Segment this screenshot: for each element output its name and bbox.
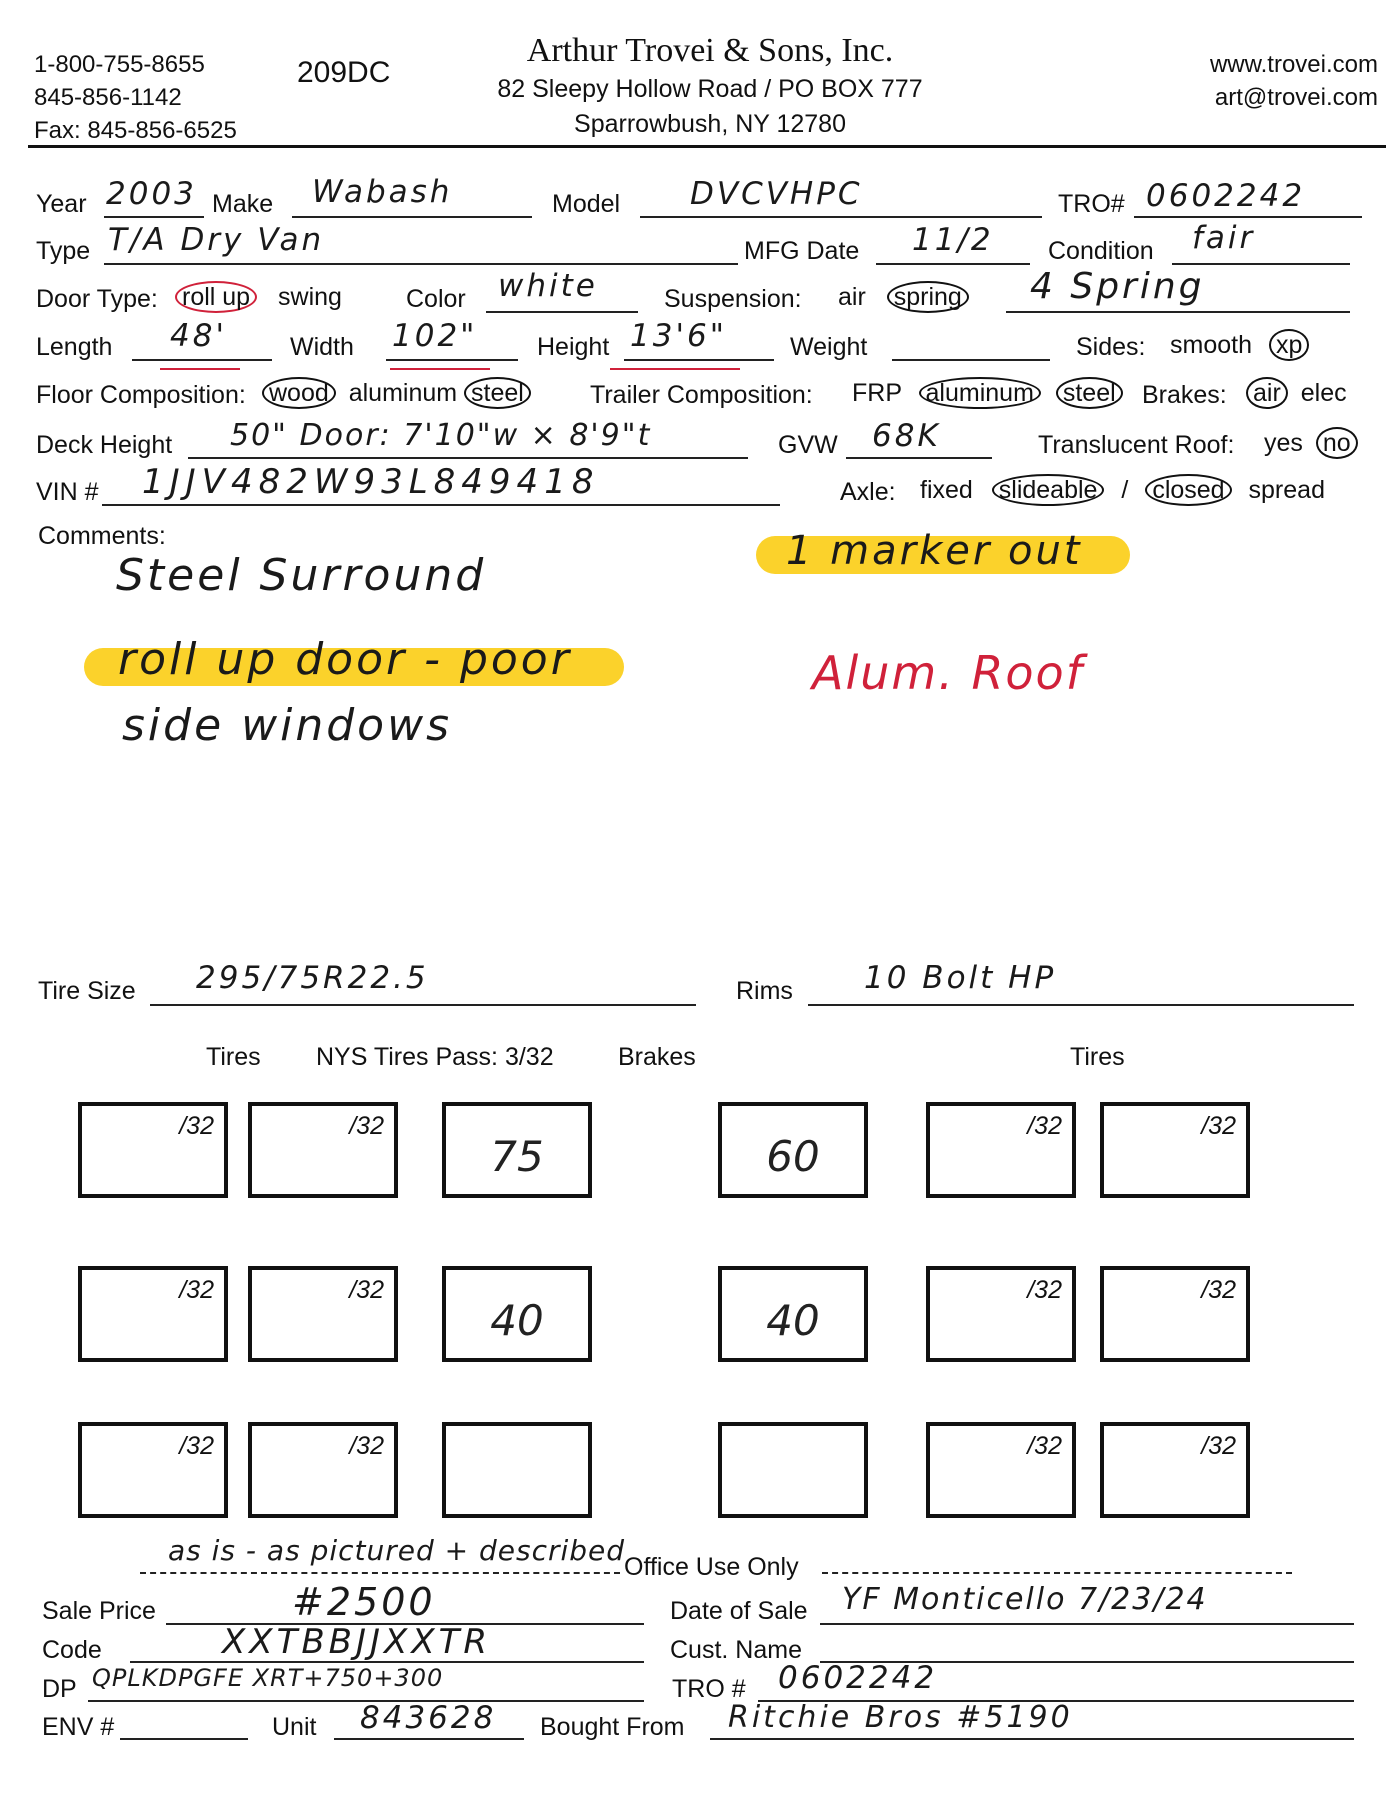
brake-box-right-2: 40	[718, 1266, 868, 1362]
env-label: ENV #	[42, 1713, 115, 1741]
company-address-1: 82 Sleepy Hollow Road / PO BOX 777	[497, 75, 923, 103]
unit-label: Unit	[272, 1713, 317, 1741]
height-line	[624, 359, 774, 361]
suspension-note-line	[1006, 311, 1350, 313]
type-label: Type	[36, 237, 91, 265]
tire-size-line	[150, 1004, 696, 1006]
color-value: white	[498, 268, 598, 304]
axle-label: Axle:	[840, 478, 896, 506]
gvw-value: 68K	[872, 418, 941, 454]
tire-box-left-inner-2: /32	[248, 1266, 398, 1362]
translucent-roof-label: Translucent Roof:	[1038, 431, 1235, 459]
floor-composition-options	[262, 379, 531, 408]
brakes-column-header: Brakes	[618, 1043, 696, 1071]
color-label: Color	[406, 285, 466, 313]
axle-option-fixed: fixed	[920, 476, 973, 504]
brake-box-left-1: 75	[442, 1102, 592, 1198]
website: www.trovei.com	[1209, 51, 1378, 78]
tire-box-right-inner-1: /32	[926, 1102, 1076, 1198]
floor-option-wood: wood	[262, 377, 336, 409]
nys-pass-header: NYS Tires Pass: 3/32	[316, 1043, 554, 1071]
bought-from-line	[710, 1738, 1354, 1740]
company-name: Arthur Trovei & Sons, Inc.	[526, 32, 894, 69]
deck-height-line	[188, 457, 748, 459]
width-line	[386, 359, 518, 361]
door-type-options	[175, 283, 342, 312]
brake-box-left-2: 40	[442, 1266, 592, 1362]
tro-value: 0602242	[1146, 178, 1306, 214]
brakes-option-elec: elec	[1300, 379, 1347, 407]
suspension-label: Suspension:	[664, 285, 802, 313]
rims-label: Rims	[736, 977, 793, 1005]
company-address-2: Sparrowbush, NY 12780	[574, 110, 846, 138]
tires-left-header: Tires	[206, 1043, 261, 1071]
sale-price-value: #2500	[292, 1580, 436, 1624]
trailer-option-frp: FRP	[852, 379, 902, 407]
roof-option-no: no	[1316, 427, 1358, 459]
condition-line	[1172, 263, 1350, 265]
tro-bottom-label: TRO #	[672, 1675, 746, 1703]
date-of-sale-value: YF Monticello 7/23/24	[842, 1582, 1208, 1617]
tire-box-left-inner-1: /32	[248, 1102, 398, 1198]
phone-tollfree: 1-800-755-8655	[34, 51, 205, 78]
floor-option-aluminum: aluminum	[348, 379, 458, 407]
year-value: 2003	[106, 176, 197, 212]
rims-value: 10 Bolt HP	[864, 960, 1057, 996]
door-option-swing: swing	[278, 283, 342, 311]
floor-option-steel: steel	[464, 377, 531, 409]
translucent-roof-options	[1264, 429, 1358, 458]
rims-line	[808, 1004, 1354, 1006]
env-line	[120, 1738, 248, 1740]
length-label: Length	[36, 333, 113, 361]
make-label: Make	[212, 190, 274, 218]
contact-phones	[34, 48, 237, 147]
tire-box-left-outer-3: /32	[78, 1422, 228, 1518]
vin-line	[102, 504, 780, 506]
unit-value: 843628	[360, 1700, 497, 1736]
tro-bottom-value: 0602242	[778, 1660, 938, 1696]
brake-box-right-3	[718, 1422, 868, 1518]
date-of-sale-label: Date of Sale	[670, 1597, 808, 1625]
cust-name-label: Cust. Name	[670, 1636, 802, 1664]
year-label: Year	[36, 190, 87, 218]
door-option-roll-up: roll up	[175, 281, 257, 313]
trailer-option-aluminum: aluminum	[919, 377, 1041, 409]
height-red-underline	[610, 368, 740, 370]
vin-value: 1JJV482W93L849418	[142, 462, 600, 502]
tires-right-header: Tires	[1070, 1043, 1125, 1071]
door-type-label: Door Type:	[36, 285, 158, 313]
type-line	[104, 263, 738, 265]
axle-slash: /	[1121, 476, 1129, 504]
sides-option-xp: xp	[1269, 329, 1309, 361]
brake-box-right-1: 60	[718, 1102, 868, 1198]
trailer-composition-options	[852, 379, 1123, 408]
contact-web	[1210, 48, 1378, 114]
trailer-composition-label: Trailer Composition:	[590, 381, 813, 409]
tro-label: TRO#	[1058, 190, 1125, 218]
suspension-option-spring: spring	[887, 281, 969, 313]
fax-number: Fax: 845-856-6525	[34, 117, 237, 144]
roof-option-yes: yes	[1264, 429, 1303, 457]
tire-box-right-outer-2: /32	[1100, 1266, 1250, 1362]
gvw-label: GVW	[778, 431, 838, 459]
model-line	[640, 216, 1042, 218]
comment-steel-surround: Steel Surround	[116, 550, 487, 601]
tire-box-right-inner-2: /32	[926, 1266, 1076, 1362]
axle-option-closed: closed	[1145, 474, 1231, 506]
width-value: 102"	[392, 318, 478, 354]
code-label: Code	[42, 1636, 102, 1664]
brakes-label: Brakes:	[1142, 381, 1227, 409]
model-value: DVCVHPC	[690, 176, 863, 212]
sides-options	[1170, 331, 1309, 360]
mfg-date-line	[876, 263, 1030, 265]
make-line	[292, 216, 532, 218]
tire-size-label: Tire Size	[38, 977, 136, 1005]
width-label: Width	[290, 333, 354, 361]
sale-price-label: Sale Price	[42, 1597, 156, 1625]
comment-marker-out: 1 marker out	[786, 528, 1083, 574]
office-divider-left	[140, 1572, 620, 1574]
axle-option-spread: spread	[1248, 476, 1325, 504]
vin-label: VIN #	[36, 478, 99, 506]
tro-line	[1134, 216, 1362, 218]
floor-composition-label: Floor Composition:	[36, 381, 246, 409]
length-red-underline	[160, 368, 240, 370]
header-divider	[28, 145, 1386, 148]
width-red-underline	[390, 368, 490, 370]
email: art@trovei.com	[1214, 84, 1378, 111]
tire-box-right-inner-3: /32	[926, 1422, 1076, 1518]
gvw-line	[846, 457, 992, 459]
condition-label: Condition	[1048, 237, 1154, 265]
weight-line	[892, 359, 1050, 361]
model-label: Model	[552, 190, 621, 218]
form-code: 209DC	[297, 56, 391, 89]
tire-box-left-outer-1: /32	[78, 1102, 228, 1198]
make-value: Wabash	[312, 174, 453, 210]
dp-label: DP	[42, 1675, 77, 1703]
comment-alum-roof: Alum. Roof	[812, 646, 1084, 700]
axle-option-slideable: slideable	[992, 474, 1105, 506]
comment-roll-up-door: roll up door - poor	[118, 634, 572, 685]
year-line	[104, 216, 204, 218]
sides-option-smooth: smooth	[1170, 331, 1252, 359]
code-value: XXTBBJJXXTR	[222, 1622, 492, 1662]
comments-label: Comments:	[38, 522, 166, 550]
comment-side-windows: side windows	[122, 700, 452, 751]
bought-from-value: Ritchie Bros #5190	[728, 1700, 1073, 1735]
office-note: as is - as pictured + described	[168, 1534, 626, 1567]
company-block	[400, 30, 1020, 142]
sides-label: Sides:	[1076, 333, 1146, 361]
bought-from-label: Bought From	[540, 1713, 685, 1741]
deck-height-label: Deck Height	[36, 431, 173, 459]
mfg-date-value: 11/2	[912, 222, 994, 258]
height-label: Height	[537, 333, 610, 361]
tire-size-value: 295/75R22.5	[196, 960, 429, 996]
phone-local: 845-856-1142	[34, 84, 182, 111]
tire-box-left-outer-2: /32	[78, 1266, 228, 1362]
trailer-option-steel: steel	[1056, 377, 1123, 409]
office-divider-right	[822, 1572, 1292, 1574]
brakes-option-air: air	[1246, 377, 1288, 409]
tire-box-right-outer-3: /32	[1100, 1422, 1250, 1518]
tire-box-left-inner-3: /32	[248, 1422, 398, 1518]
axle-options	[920, 476, 1325, 505]
length-line	[132, 359, 272, 361]
height-value: 13'6"	[630, 318, 727, 354]
date-of-sale-line	[820, 1623, 1354, 1625]
suspension-options	[838, 283, 969, 312]
length-value: 48'	[170, 318, 227, 354]
suspension-note-value: 4 Spring	[1030, 266, 1205, 307]
dp-value: QPLKDPGFE XRT+750+300	[92, 1664, 444, 1692]
brake-box-left-3	[442, 1422, 592, 1518]
suspension-option-air: air	[838, 283, 866, 311]
deck-height-value: 50" Door: 7'10"w × 8'9"t	[230, 418, 652, 453]
tire-box-right-outer-1: /32	[1100, 1102, 1250, 1198]
unit-line	[334, 1738, 524, 1740]
mfg-date-label: MFG Date	[744, 237, 860, 265]
type-value: T/A Dry Van	[108, 222, 325, 258]
brakes-options	[1246, 379, 1347, 408]
weight-label: Weight	[790, 333, 868, 361]
color-line	[486, 311, 638, 313]
condition-value: fair	[1192, 220, 1256, 256]
office-use-label: Office Use Only	[624, 1553, 799, 1581]
